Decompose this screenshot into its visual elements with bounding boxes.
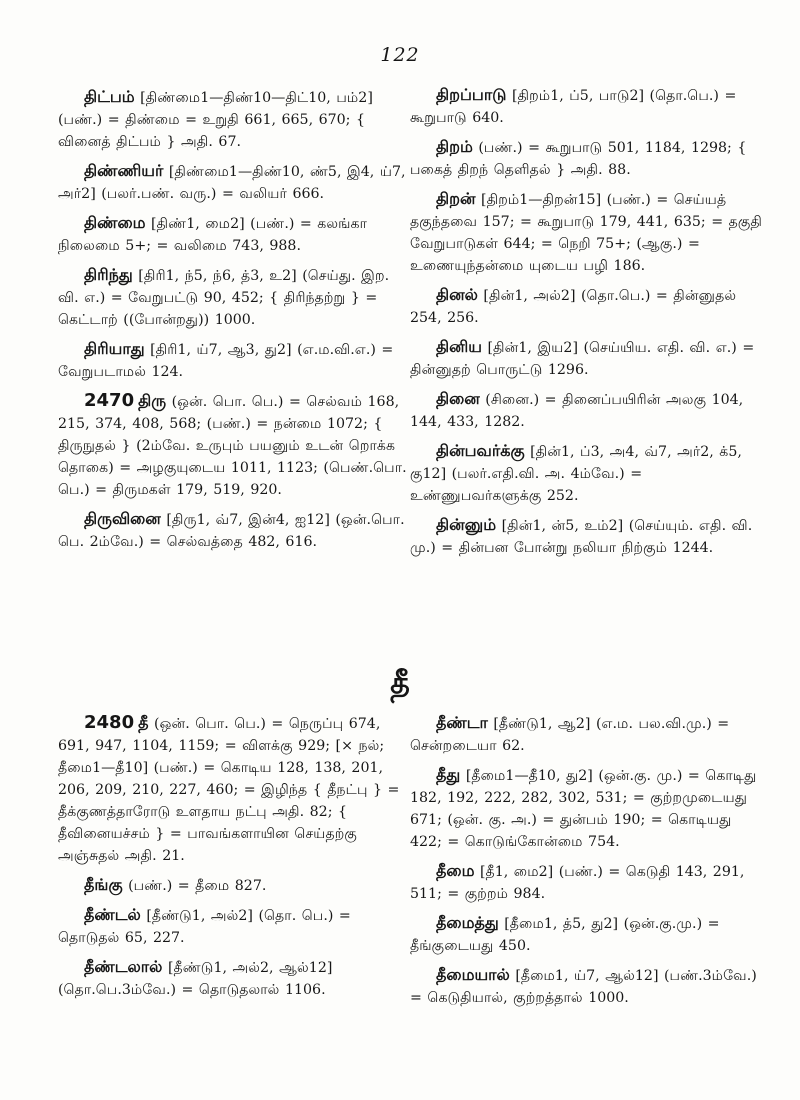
dictionary-entry xyxy=(410,912,764,957)
entry-headword: திரு xyxy=(138,391,167,410)
entry-definition: (ஒன். பொ. பெ.) = நெருப்பு 674, 691, 947, 1104, 1159; = விளக்கு 929; [× நல்; தீமை1—தீ10] (பண்.) = கொடிய 128, 138, 201, 206, 209, 210, 227, 460; = இழிந்த { தீநட்பு } = தீக்குணத்தாரோடு உளதாய நட்பு அதி. 82; { தீவினையச்சம் } = பாவங்களாயின செய்தற்கு அஞ்சுதல் அதி. 21. xyxy=(58,716,400,864)
entry-headword: தீண்டா xyxy=(436,713,488,732)
entry-definition: [தின்1, ன்5, உம்2] (செய்யும். எதி. வி. மு.) = தின்பன போன்று நலியா நிற்கும் 1244. xyxy=(410,518,753,556)
dictionary-entry xyxy=(410,188,764,277)
entry-headword: தீண்டலால் xyxy=(84,957,163,976)
entry-headword: திண்மை xyxy=(84,213,146,232)
entry-headword: தீமைத்து xyxy=(436,913,499,932)
entry-definition: (பண்.) = கூறுபாடு 501, 1184, 1298; { பகைத் திறந் தெளிதல் } அதி. 88. xyxy=(410,140,747,178)
entry-headword: தினல் xyxy=(436,285,478,304)
entry-headword: திட்பம் xyxy=(84,87,135,106)
entry-headword: தீமையால் xyxy=(436,965,510,984)
entry-definition: [தீண்டு1, அல்2] (தொ. பெ.) = தொடுதல் 65, 227. xyxy=(58,908,351,946)
entry-headword: திரிந்து xyxy=(84,265,133,284)
entry-definition: [திறம்1, ப்5, பாடு2] (தொ.பெ.) = கூறுபாடு 640. xyxy=(410,88,737,126)
column-top-right xyxy=(410,84,764,566)
dictionary-entry xyxy=(410,84,764,129)
entry-definition: [தின்1, அல்2] (தொ.பெ.) = தின்னுதல் 254, 256. xyxy=(410,288,737,326)
entry-headword: திறப்பாடு xyxy=(436,85,507,104)
entry-headword: தின்பவர்க்கு xyxy=(436,441,525,460)
entry-definition: [தீமை1, த்5, து2] (ஒன்.கு.மு.) = தீங்குடையது 450. xyxy=(410,916,720,954)
dictionary-entry xyxy=(410,514,764,559)
entry-definition: (பண்.) = தீமை 827. xyxy=(128,878,267,894)
entry-headword: திரியாது xyxy=(84,339,145,358)
column-top-left xyxy=(58,86,412,560)
entry-definition: [திரி1, ந்5, ந்6, த்3, உ2] (செய்து. இற. வி. எ.) = வேறுபட்டு 90, 452; { திரிந்தற்று } = கெட்டாற் ((போன்றது)) 1000. xyxy=(58,268,390,328)
entry-headword: தினை xyxy=(436,389,480,408)
entry-headword: திண்ணியர் xyxy=(84,161,164,180)
entry-headword: தீங்கு xyxy=(84,875,123,894)
dictionary-entry xyxy=(58,338,412,383)
entry-headword: தீது xyxy=(436,765,461,784)
entry-definition: [தீ1, மை2] (பண்.) = கெடுதி 143, 291, 511; = குற்றம் 984. xyxy=(410,864,745,902)
column-bottom-right xyxy=(410,712,764,1016)
entry-definition: [திரு1, வ்7, இன்4, ஐ12] (ஒன்.பொ. பெ. 2ம்வே.) = செல்வத்தை 482, 616. xyxy=(58,512,405,550)
entry-definition: [தீமை1, ய்7, ஆல்12] (பண்.3ம்வே.) = கெடுதியால், குற்றத்தால் 1000. xyxy=(410,968,757,1006)
dictionary-entry xyxy=(58,86,412,153)
entry-headword: தின்னும் xyxy=(436,515,497,534)
entry-definition: (சினை.) = தினைப்பயிரின் அலகு 104, 144, 433, 1282. xyxy=(410,392,744,430)
entry-headword: தினிய xyxy=(436,337,482,356)
entry-headword: திருவினை xyxy=(84,509,161,528)
entry-definition: [தீண்டு1, அல்2, ஆல்12] (தொ.பெ.3ம்வே.) = தொடுதலால் 1106. xyxy=(58,960,333,998)
dictionary-entry xyxy=(410,136,764,181)
dictionary-entry xyxy=(58,264,412,331)
dictionary-entry xyxy=(58,212,412,257)
entry-headword: தீ xyxy=(138,713,149,732)
dictionary-entry xyxy=(58,874,412,897)
dictionary-entry xyxy=(58,390,412,501)
dictionary-entry xyxy=(58,956,412,1001)
dictionary-entry xyxy=(410,712,764,757)
page-number: 122 xyxy=(380,44,420,66)
entry-serial-number: 2470 xyxy=(84,390,135,411)
dictionary-entry xyxy=(410,764,764,853)
entry-serial-number: 2480 xyxy=(84,712,135,733)
section-letter-heading: தீ xyxy=(390,666,410,701)
dictionary-entry xyxy=(410,284,764,329)
dictionary-entry xyxy=(410,440,764,507)
entry-headword: தீமை xyxy=(436,861,475,880)
dictionary-entry xyxy=(410,388,764,433)
dictionary-entry xyxy=(58,160,412,205)
entry-headword: திறன் xyxy=(436,189,476,208)
entry-definition: [தீண்டு1, ஆ2] (எ.ம. பல.வி.மு.) = சென்றடையா 62. xyxy=(410,716,730,754)
entry-definition: [தின்1, ப்3, அ4, வ்7, அர்2, க்5, கு12] (பலர்.எதி.வி. அ. 4ம்வே.) = உண்ணுபவர்களுக்கு 252. xyxy=(410,444,742,504)
dictionary-entry xyxy=(410,964,764,1009)
entry-definition: [திரி1, ய்7, ஆ3, து2] (எ.ம.வி.எ.) = வேறுபடாமல் 124. xyxy=(58,342,394,380)
entry-definition: [திண்1, மை2] (பண்.) = கலங்கா நிலைமை 5+; = வலிமை 743, 988. xyxy=(58,216,368,254)
dictionary-entry xyxy=(410,860,764,905)
entry-headword: தீண்டல் xyxy=(84,905,141,924)
entry-definition: [திண்மை1—திண்10, ண்5, இ4, ய்7, அர்2] (பலர்.பண். வரு.) = வலியர் 666. xyxy=(58,164,406,202)
dictionary-entry xyxy=(58,712,412,867)
dictionary-entry xyxy=(410,336,764,381)
entry-definition: [தீமை1—தீ10, து2] (ஒன்.கு. மு.) = கொடிது 182, 192, 222, 282, 302, 531; = குற்றமுடையது 671; (ஒன். கு. அ.) = துன்பம் 190; = கொடியது 422; = கொடுங்கோன்மை 754. xyxy=(410,768,757,850)
entry-headword: திறம் xyxy=(436,137,473,156)
column-bottom-left xyxy=(58,712,412,1008)
entry-definition: [திண்மை1—திண்10—திட்10, பம்2] (பண்.) = திண்மை = உறுதி 661, 665, 670; { வினைத் திட்பம் } அதி. 67. xyxy=(58,90,373,150)
dictionary-entry xyxy=(58,508,412,553)
entry-definition: [திறம்1—திறன்15] (பண்.) = செய்யத் தகுந்தவை 157; = கூறுபாடு 179, 441, 635; = தகுதி வேறுபாடுகள் 644; = நெறி 75+; (ஆகு.) = உணையுந்தன்மை யுடைய பழி 186. xyxy=(410,192,762,274)
dictionary-entry xyxy=(58,904,412,949)
entry-definition: [தின்1, இய2] (செய்யிய. எதி. வி. எ.) = தின்னுதற் பொருட்டு 1296. xyxy=(410,340,755,378)
entry-definition: (ஒன். பொ. பெ.) = செல்வம் 168, 215, 374, 408, 568; (பண்.) = நன்மை 1072; { திருநுதல் } (2ம்வே. உருபும் பயனும் உடன் றொக்க தொகை) = அழகுயுடைய 1011, 1123; (பெண்.பொ. பெ.) = திருமகள் 179, 519, 920. xyxy=(58,394,407,498)
